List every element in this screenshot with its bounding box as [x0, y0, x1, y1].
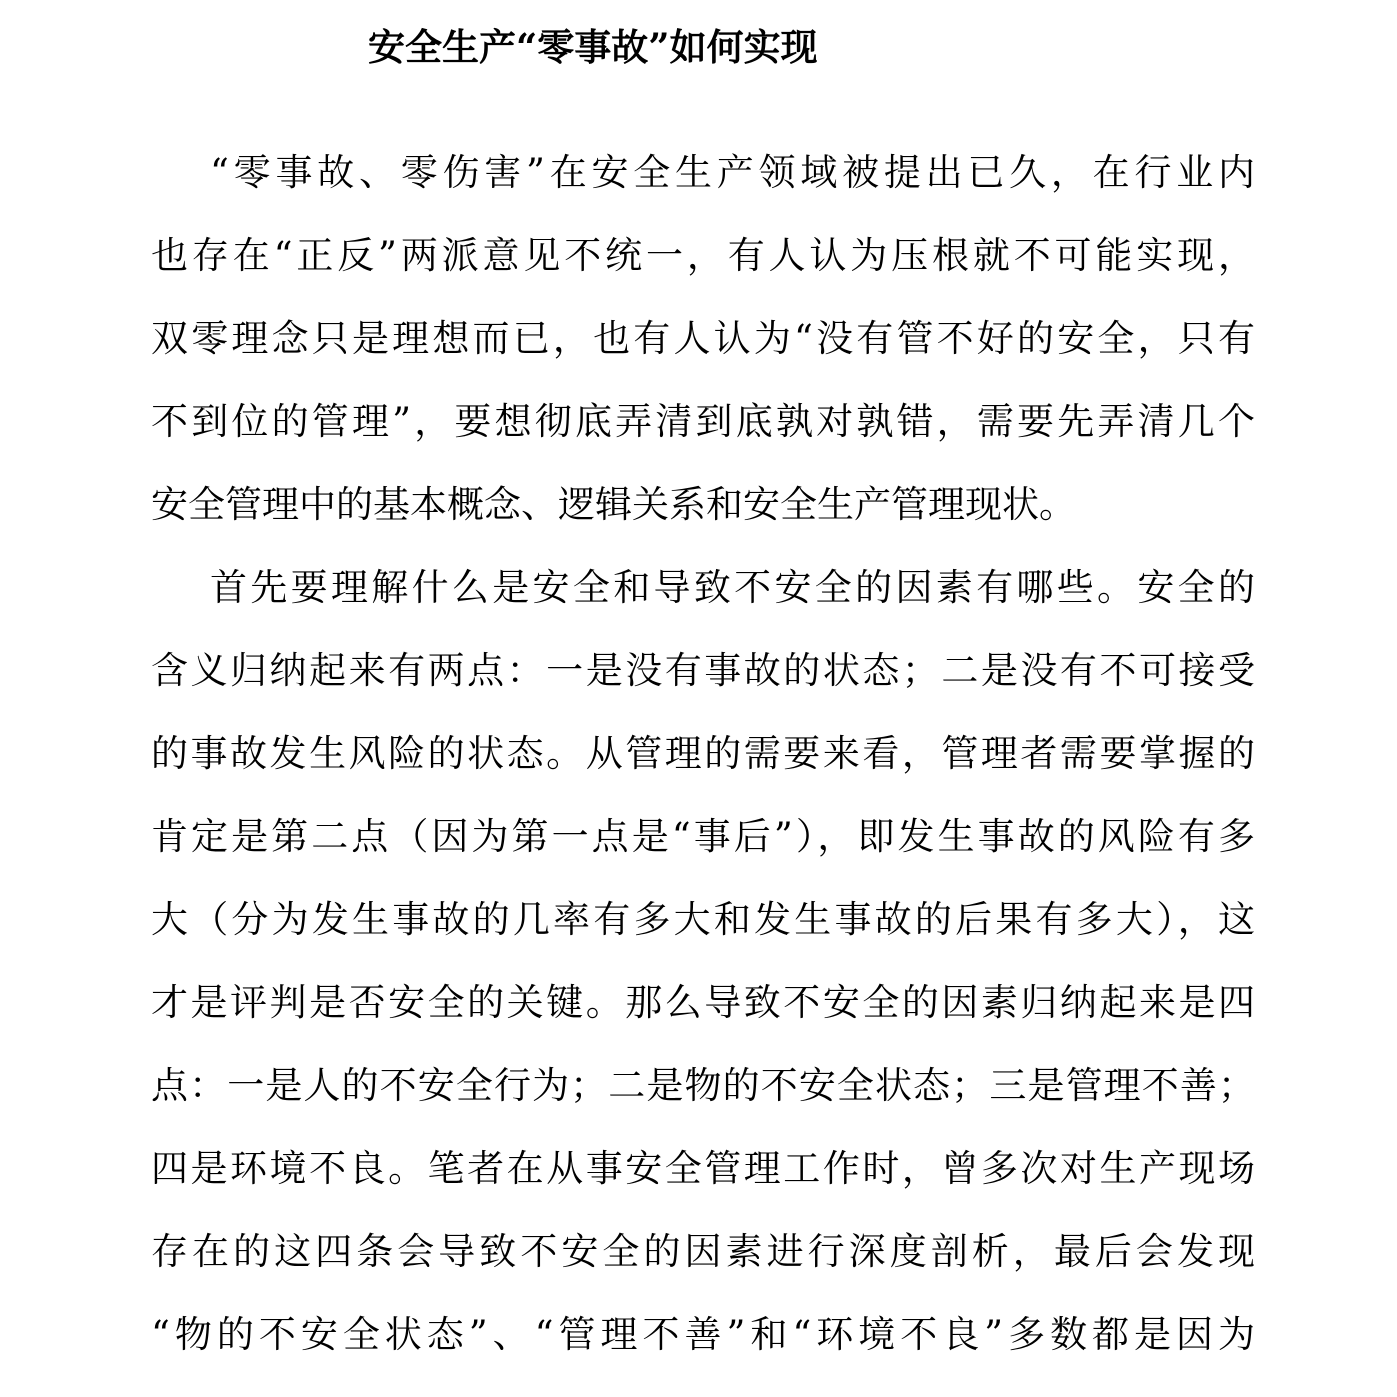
text-line: 才是评判是否安全的关键。那么导致不安全的因素归纳起来是四 [151, 981, 1255, 1024]
text-line: “零事故、零伤害”在安全生产领域被提出已久，在行业内 [210, 151, 1255, 194]
text-line: 大（分为发生事故的几率有多大和发生事故的后果有多大），这 [151, 898, 1255, 941]
page-title: 安全生产“零事故”如何实现 [368, 25, 818, 69]
text-line: 安全管理中的基本概念、逻辑关系和安全生产管理现状。 [151, 483, 1076, 526]
text-line: 含义归纳起来有两点：一是没有事故的状态；二是没有不可接受 [151, 649, 1255, 692]
text-line: 不到位的管理”，要想彻底弄清到底孰对孰错，需要先弄清几个 [151, 400, 1255, 443]
text-line: 的事故发生风险的状态。从管理的需要来看，管理者需要掌握的 [151, 732, 1255, 775]
text-line: 也存在“正反”两派意见不统一，有人认为压根就不可能实现， [151, 234, 1255, 277]
text-line: 存在的这四条会导致不安全的因素进行深度剖析，最后会发现 [151, 1230, 1255, 1273]
text-line: 点：一是人的不安全行为；二是物的不安全状态；三是管理不善； [151, 1064, 1255, 1107]
text-line: “物的不安全状态”、“管理不善”和“环境不良”多数都是因为 [151, 1313, 1255, 1356]
text-line: 首先要理解什么是安全和导致不安全的因素有哪些。安全的 [210, 566, 1255, 609]
text-line: 双零理念只是理想而已，也有人认为“没有管不好的安全，只有 [151, 317, 1255, 360]
text-line: 肯定是第二点（因为第一点是“事后”），即发生事故的风险有多 [151, 815, 1255, 858]
text-line: 四是环境不良。笔者在从事安全管理工作时，曾多次对生产现场 [151, 1147, 1255, 1190]
